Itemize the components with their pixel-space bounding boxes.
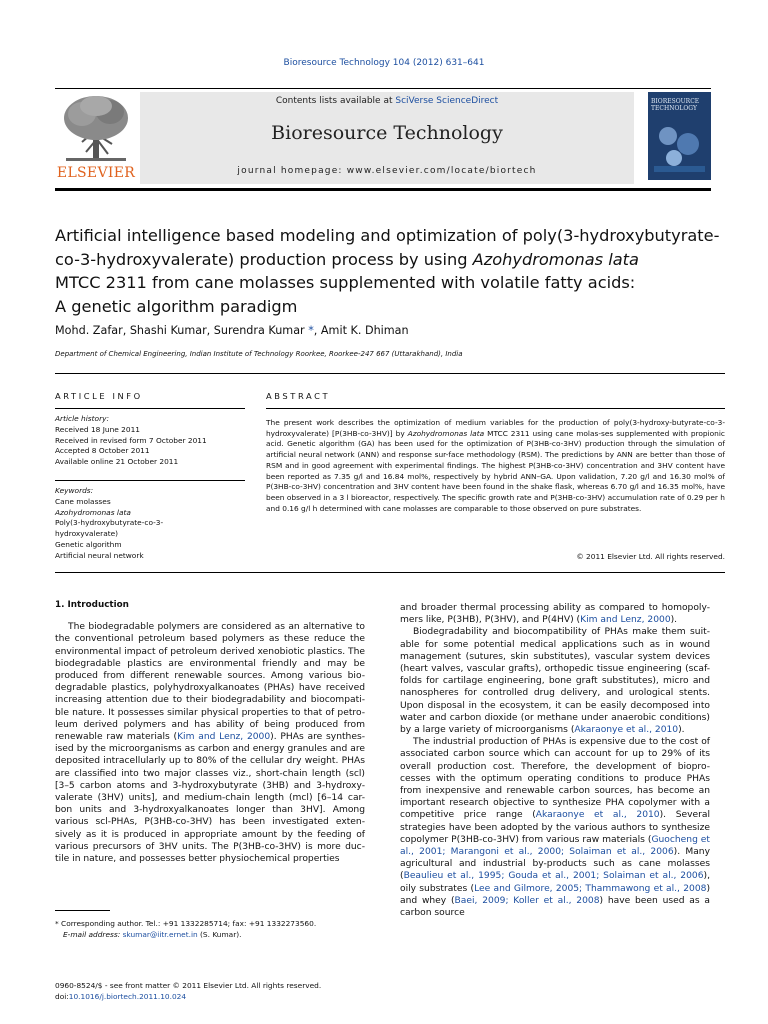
title-line-1: Artificial intelligence based modeling and optimization of poly(3-hydroxybutyrate- <box>55 226 720 245</box>
text-run: ), oily substrates ( <box>400 871 710 894</box>
authors-part-2: , Amit K. Dhiman <box>313 324 409 337</box>
intro-paragraph-1 <box>55 621 365 865</box>
authors-part-1: Mohd. Zafar, Shashi Kumar, Surendra Kumar <box>55 324 309 337</box>
keyword: Poly(3-hydroxybutyrate-co-3- <box>55 518 164 528</box>
journal-name: Bioresource Technology <box>271 122 503 144</box>
footnote <box>55 918 316 940</box>
title-line-3: MTCC 2311 from cane molasses supplemented with volatile fatty acids: <box>55 273 636 292</box>
reference-link[interactable]: Baei, 2009; Koller et al., 2008 <box>454 895 600 906</box>
corresponding-author-link[interactable]: * <box>308 324 314 337</box>
doi-label: doi: <box>55 992 69 1001</box>
text-run: and broader thermal processing ability as compared to homopoly-mers like, P(3HB), P(3HV), and P(4HV) ( <box>400 603 710 626</box>
page-bottom-info <box>55 980 321 1002</box>
reference-link[interactable]: Kim and Lenz, 2000 <box>177 732 271 743</box>
reference-link[interactable]: Akaraonye et al., 2010 <box>574 725 679 736</box>
right-column <box>400 602 710 919</box>
reference-link[interactable]: Akaraonye et al., 2010 <box>535 810 660 821</box>
intro-paragraph-2 <box>400 626 710 736</box>
introduction-heading: 1. Introduction <box>55 600 129 610</box>
info-divider <box>55 408 245 409</box>
keyword: Genetic algorithm <box>55 539 122 549</box>
text-run: ) and whey ( <box>400 883 710 906</box>
issn-line: 0960-8524/$ - see front matter © 2011 Elsevier Ltd. All rights reserved. <box>55 981 322 990</box>
text-run: ) have been used as a carbon source <box>400 895 710 919</box>
text-run: The industrial production of PHAs is expensive due to the cost of associated carbon source which can account for up to 29% of its overall production cost. Therefore, the development of biopro-cesses with the optimum operating conditions to produce PHAs from inexpensive and renewable carbon sources, has become an important research objective to synthesize PHA copolymer with a competitive price range ( <box>400 737 710 821</box>
text-run: ). Many agricultural and industrial by-products such as cane molasses ( <box>400 847 710 882</box>
author-list <box>55 324 409 337</box>
keywords <box>55 486 163 562</box>
cover-title: BIORESOURCE TECHNOLOGY <box>651 98 700 112</box>
reference-link[interactable]: Guocheng et al., 2001; Marangoni et al., 2000; Solaiman et al., 2006 <box>400 834 710 858</box>
keyword: Azohydromonas lata <box>55 507 131 517</box>
history-label: Article history: <box>55 414 109 423</box>
online-date: Available online 21 October 2011 <box>55 457 179 467</box>
doi-line <box>55 991 321 1002</box>
keyword: Cane molasses <box>55 496 111 506</box>
keyword: Artificial neural network <box>55 550 144 560</box>
abstract-heading: ABSTRACT <box>266 391 331 401</box>
article-history <box>55 414 207 468</box>
divider-bottom <box>55 572 725 573</box>
article-info-heading: ARTICLE INFO <box>55 391 143 401</box>
abstract-copyright: © 2011 Elsevier Ltd. All rights reserved. <box>576 552 725 561</box>
abstract-divider <box>266 408 725 409</box>
text-run: ). Several strategies have been adopted by the various authors to synthesize copolymer P(3HB-co-3HV) from various raw materials ( <box>400 810 710 845</box>
reference-link[interactable]: Kim and Lenz, 2000 <box>580 615 671 626</box>
text-run: The biodegradable polymers are considered as an alternative to the conventional petroleum based polymers as these reduce the environmental impact of petroleum derived xenobiotic plastics. The biodegradable plastics are environmental friendly and may be produced from different renewable sources. Among various bio-degradable plastics, polyhydroxyalkanoates (PHAs) have received increasing attention due to their biodegradability and biocompati-ble nature. It possesses similar physical properties to that of petro-leum derived polymers and has ability of being produced from renewable raw materials ( <box>55 622 365 743</box>
text-run: Biodegradability and biocompatibility of PHAs make them suit-able for some potential medical applications such as in wound management (sutures, skin substitutes), vascular system devices (heart valves, vascular grafts), orthopedic tissue engineering (scaf-folds for cartilage engineering, bone graft substitutes), micro and nanospheres for controlled drug delivery, and urological stents. Upon disposal in the ecosystem, it can be easily decomposed into water and carbon dioxide (or methane under anaerobic conditions) by a large variety of microorganisms ( <box>400 627 710 736</box>
journal-banner <box>140 92 634 184</box>
header-top-rule <box>55 88 711 89</box>
intro-paragraph-3 <box>400 736 710 919</box>
text-run: ). <box>678 725 685 736</box>
title-organism: Azohydromonas lata <box>472 249 639 269</box>
abstract-text <box>266 418 725 514</box>
abstract-organism: Azohydromonas lata <box>407 428 485 438</box>
email-suffix: (S. Kumar). <box>197 930 242 939</box>
reference-link[interactable]: Lee and Gilmore, 2005; Thammawong et al., 2008 <box>474 883 707 894</box>
keyword: hydroxyvalerate) <box>55 529 119 539</box>
affiliation: Department of Chemical Engineering, Indian Institute of Technology Roorkee, Roorkee-247 667 (Uttarakhand), India <box>55 350 463 358</box>
reference-link[interactable]: Beaulieu et al., 1995; Gouda et al., 2001; Solaiman et al., 2006 <box>403 871 704 882</box>
accepted-date: Accepted 8 October 2011 <box>55 446 150 456</box>
sciencedirect-link[interactable]: SciVerse ScienceDirect <box>395 96 499 106</box>
article-title <box>55 224 735 318</box>
footnote-rule <box>55 910 110 911</box>
email-link[interactable]: skumar@iitr.ernet.in <box>122 930 198 939</box>
abstract-part-2: MTCC 2311 using cane molas-ses supplemented with propionic acid. Genetic algorithm (GA) has been used for the optimization of P(3HB-co-3HV) production through the simulation of artificial neural network (ANN) and response sur-face methodology (RSM). The predictions by ANN are better than those of RSM and in good agreement with experimental findings. The highest P(3HB-co-3HV) concentration and 3HV content have been reported as 7.35 g/l and 16.84 mol%, respectively by hybrid ANN–GA. Upon validation, 7.20 g/l and 16.30 mol% of P(3HB-co-3HV) concentration and 3HV content have been found in the shake flask, whereas 6.70 g/l and 16.35 mol%, have been observed in a 3 l bioreactor, respectively. The specific growth rate and P(3HB-co-3HV) accumulation rate of 0.29 per h and 0.16 g/l h determined with cane molasses are comparable to those observed on pure substrates. <box>266 428 725 513</box>
journal-cover-image[interactable] <box>648 92 711 180</box>
divider-top <box>55 373 725 374</box>
contents-prefix: Contents lists available at <box>275 96 396 106</box>
keywords-divider <box>55 480 245 481</box>
keywords-label: Keywords: <box>55 486 94 495</box>
text-run: ). PHAs are synthes-ised by the microorganisms as carbon and energy granules and are deposited intracellularly up to 80% of the cellular dry weight. PHAs are classified into two major classes viz., short-chain length (scl) [3–5 carbon atoms and 3-hydroxybutyrate (3HB) and 3-hydroxy-valerate (3HV) units], and medium-chain length (mcl) [6–14 car-bon units and 3-hydroxyalkanoates longer than 3HV]. Among various scl-PHAs, P(3HB-co-3HV) has been investigated exten-sively as it is produced in appropriate amount by the feeding of various precursors of 3HV units. The P(3HB-co-3HV) is more duc-tile in nature, and possesses better physiochemical properties <box>55 732 365 865</box>
header-bottom-rule <box>55 188 711 191</box>
contents-line <box>140 96 634 106</box>
received-date: Received 18 June 2011 <box>55 424 140 434</box>
text-run: ). <box>670 615 678 626</box>
email-line <box>55 929 316 940</box>
revised-date: Received in revised form 7 October 2011 <box>55 435 207 445</box>
journal-homepage[interactable]: journal homepage: www.elsevier.com/locate/biortech <box>237 166 537 176</box>
email-label: E-mail address: <box>63 930 123 939</box>
abstract-part-1: The present work describes the optimization of medium variables for the production of poly(3-hydroxy-butyrate-co-3-hydroxyvalerate) [P(3HB-co-3HV)] by <box>266 418 725 438</box>
intro-paragraph-1-cont <box>400 602 710 626</box>
journal-citation[interactable]: Bioresource Technology 104 (2012) 631–641 <box>283 58 485 68</box>
title-line-2: co-3-hydroxyvalerate) production process by using <box>55 249 473 269</box>
doi-link[interactable]: 10.1016/j.biortech.2011.10.024 <box>68 992 187 1001</box>
corresponding-author-note: * Corresponding author. Tel.: +91 1332285714; fax: +91 1332273560. <box>55 919 317 928</box>
elsevier-wordmark[interactable]: ELSEVIER <box>56 165 136 181</box>
left-column <box>55 599 365 865</box>
title-line-4: A genetic algorithm paradigm <box>55 296 298 316</box>
